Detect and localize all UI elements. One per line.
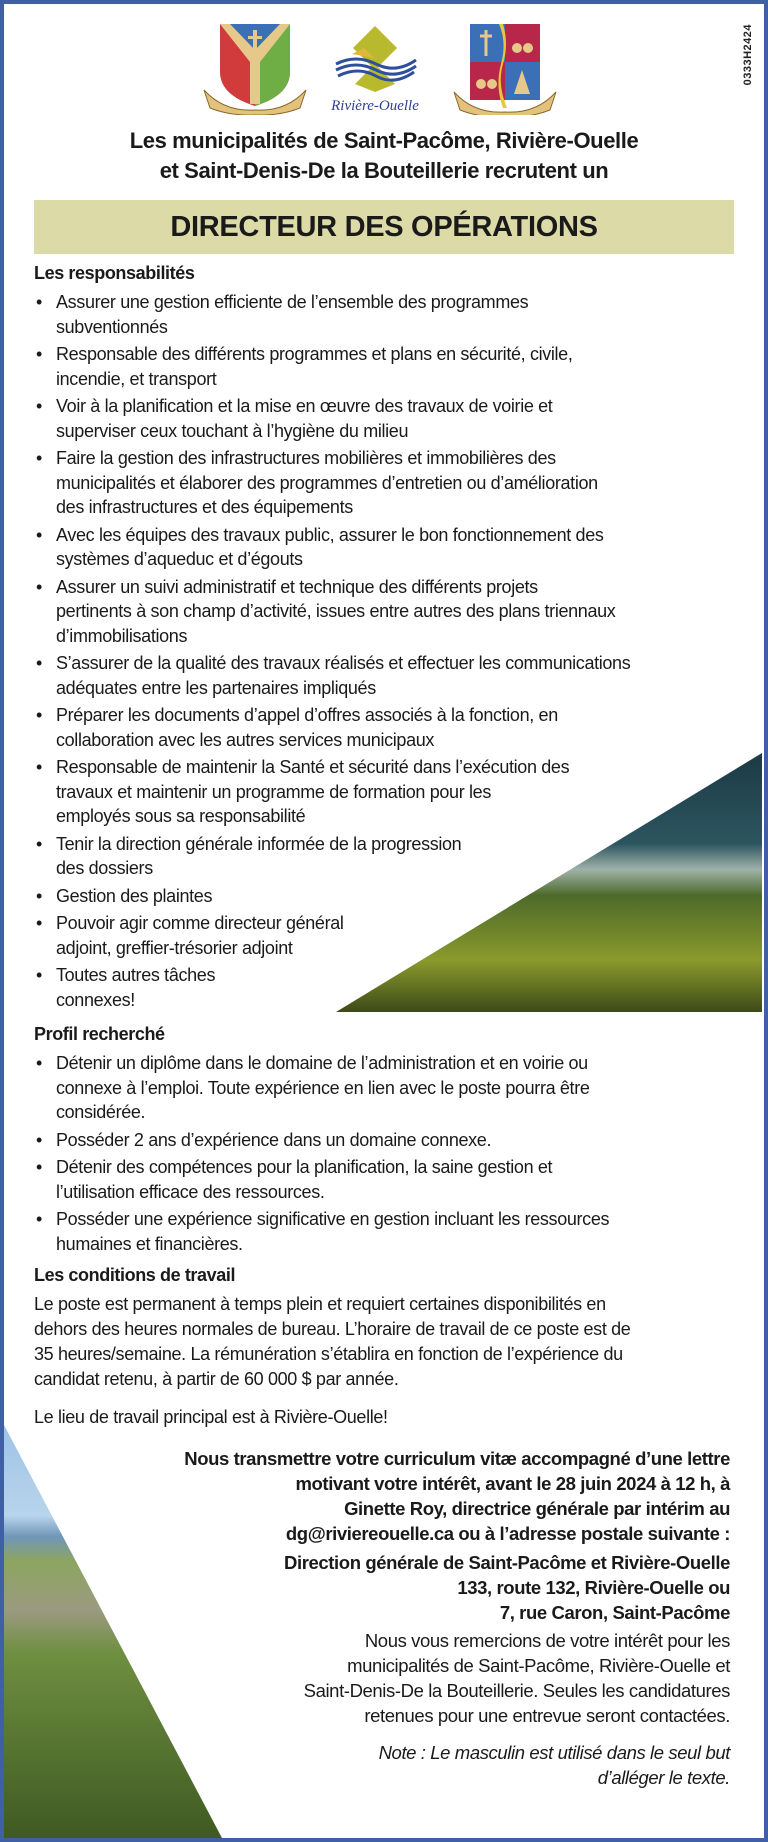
bullet-text-line: • Tenir la direction générale informée de la progression — [56, 833, 462, 854]
bullet-text-line: • S’assurer de la qualité des travaux réalisés et effectuer les communications — [56, 653, 631, 673]
saint-denis-coat-of-arms-logo — [450, 20, 560, 115]
apply-email-line[interactable]: dg@riviereouelle.ca ou à l’adresse postale suivante : — [285, 1523, 730, 1544]
conditions-heading: Les conditions de travail — [34, 1265, 236, 1285]
bullet-text-line: humaines et financières. — [56, 1233, 243, 1254]
headline-line-1: Les municipalités de Saint-Pacôme, Rivière-Ouelle — [129, 128, 639, 153]
responsibilities-item — [34, 651, 630, 700]
responsibilities-item — [34, 963, 630, 1012]
thanks-line: Saint-Denis-De la Bouteillerie. Seules les candidatures — [303, 1680, 730, 1701]
responsibilities-item — [34, 884, 630, 909]
application-instructions — [184, 1446, 730, 1546]
responsibilities-item — [34, 832, 630, 881]
bullet-text-line: adjoint, greffier-trésorier adjoint — [56, 937, 293, 958]
bullet-text-line: • Gestion des plaintes — [56, 885, 213, 906]
apply-line: motivant votre intérêt, avant le 28 juin 2024 à 12 h, à — [295, 1473, 730, 1494]
saint-pacome-coat-of-arms-logo — [200, 20, 310, 115]
thanks-paragraph — [304, 1628, 730, 1728]
profile-item — [34, 1128, 609, 1153]
logos-row — [200, 20, 570, 120]
responsibilities-item — [34, 755, 630, 829]
job-title: DIRECTEUR DES OPÉRATIONS — [34, 200, 734, 254]
note-line: Note : Le masculin est utilisé dans le seul but — [378, 1742, 730, 1763]
responsibilities-item — [34, 290, 630, 339]
responsibilities-list — [34, 290, 630, 1015]
bullet-text-line: • Responsable de maintenir la Santé et sécurité dans l’exécution des — [56, 757, 570, 777]
bullet-text-line: • Assurer une gestion efficiente de l’ensemble des programmes — [56, 292, 529, 312]
bullet-text-line: connexe à l’emploi. Toute expérience en lien avec le poste pourra être — [56, 1077, 590, 1098]
address-line: Direction générale de Saint-Pacôme et Rivière-Ouelle — [284, 1552, 730, 1573]
thanks-line: retenues pour une entrevue seront contactées. — [364, 1705, 730, 1726]
postal-address — [284, 1550, 730, 1625]
profile-list — [34, 1051, 609, 1259]
profile-heading: Profil recherché — [34, 1024, 165, 1044]
responsibilities-item — [34, 446, 630, 520]
conditions-line: Le poste est permanent à temps plein et requiert certaines disponibilités en — [34, 1294, 606, 1314]
bullet-text-line: des infrastructures et des équipements — [56, 497, 353, 517]
headline-line-2: et Saint-Denis-De la Bouteillerie recrutent un — [159, 158, 609, 183]
ad-code: 0333H2424 — [742, 24, 754, 86]
bullet-text-line: • Détenir un diplôme dans le domaine de l’administration et en voirie ou — [56, 1053, 588, 1073]
bullet-text-line: connexes! — [56, 989, 135, 1010]
bullet-text-line: collaboration avec les autres services municipaux — [56, 729, 435, 750]
bullet-text-line: • Posséder 2 ans d’expérience dans un domaine connexe. — [56, 1129, 492, 1150]
headline — [0, 126, 768, 186]
responsibilities-item — [34, 523, 630, 572]
bullet-text-line: travaux et maintenir un programme de formation pour les — [56, 781, 491, 802]
riviere-ouelle-wordmark: Rivière-Ouelle — [331, 98, 419, 114]
bullet-text-line: des dossiers — [56, 858, 153, 878]
conditions-line: candidat retenu, à partir de 60 000 $ par année. — [34, 1369, 399, 1389]
bullet-text-line: incendie, et transport — [56, 368, 217, 389]
bullet-text-line: considérée. — [56, 1102, 146, 1122]
bullet-text-line: municipalités et élaborer des programmes d’entretien ou d’amélioration — [56, 472, 598, 493]
bullet-text-line: adéquates entre les partenaires impliqués — [56, 677, 376, 698]
responsibilities-item — [34, 342, 630, 391]
conditions-line: 35 heures/semaine. La rémunération s’établira en fonction de l’expérience du — [34, 1344, 623, 1364]
bullet-text-line: • Faire la gestion des infrastructures mobilières et immobilières des — [56, 448, 556, 468]
bullet-text-line: d’immobilisations — [56, 625, 188, 646]
profile-item — [34, 1155, 609, 1204]
apply-line: Nous transmettre votre curriculum vitæ accompagné d’une lettre — [184, 1448, 730, 1469]
thanks-line: Nous vous remercions de votre intérêt pour les — [364, 1630, 730, 1651]
bullet-text-line: employés sous sa responsabilité — [56, 806, 306, 826]
bullet-text-line: • Toutes autres tâches — [56, 965, 216, 985]
responsibilities-item — [34, 911, 630, 960]
conditions-paragraph — [34, 1292, 630, 1392]
bullet-text-line: • Responsable des différents programmes et plans en sécurité, civile, — [56, 344, 573, 364]
profile-item — [34, 1051, 609, 1125]
profile-item — [34, 1207, 609, 1256]
apply-line: Ginette Roy, directrice générale par intérim au — [344, 1498, 730, 1519]
thanks-line: municipalités de Saint-Pacôme, Rivière-Ouelle et — [347, 1655, 730, 1676]
bullet-text-line: • Préparer les documents d’appel d’offres associés à la fonction, en — [56, 705, 558, 725]
bullet-text-line: l’utilisation efficace des ressources. — [56, 1181, 325, 1202]
gender-note — [379, 1740, 730, 1790]
conditions-line: dehors des heures normales de bureau. L’horaire de travail de ce poste est de — [34, 1319, 631, 1339]
bullet-text-line: • Assurer un suivi administratif et technique des différents projets — [56, 576, 538, 597]
bullet-text-line: pertinents à son champ d’activité, issues entre autres des plans triennaux — [56, 601, 616, 621]
responsibilities-item — [34, 575, 630, 649]
bullet-text-line: superviser ceux touchant à l’hygiène du milieu — [56, 420, 409, 441]
responsibilities-item — [34, 703, 630, 752]
address-line: 133, route 132, Rivière-Ouelle ou — [457, 1577, 730, 1598]
bullet-text-line: systèmes d’aqueduc et d’égouts — [56, 549, 303, 569]
address-line: 7, rue Caron, Saint-Pacôme — [499, 1602, 730, 1623]
bullet-text-line: subventionnés — [56, 316, 168, 337]
riviere-ouelle-logo — [330, 20, 420, 115]
responsibilities-heading: Les responsabilités — [34, 263, 195, 283]
note-line: d’alléger le texte. — [597, 1767, 730, 1788]
bullet-text-line: • Voir à la planification et la mise en œuvre des travaux de voirie et — [56, 396, 553, 416]
bullet-text-line: • Posséder une expérience significative en gestion incluant les ressources — [56, 1209, 610, 1229]
bullet-text-line: • Détenir des compétences pour la planification, la saine gestion et — [56, 1157, 553, 1177]
responsibilities-item — [34, 394, 630, 443]
work-location: Le lieu de travail principal est à Rivière-Ouelle! — [34, 1407, 388, 1427]
bullet-text-line: • Pouvoir agir comme directeur général — [56, 913, 344, 933]
bullet-text-line: • Avec les équipes des travaux public, assurer le bon fonctionnement des — [56, 524, 604, 545]
